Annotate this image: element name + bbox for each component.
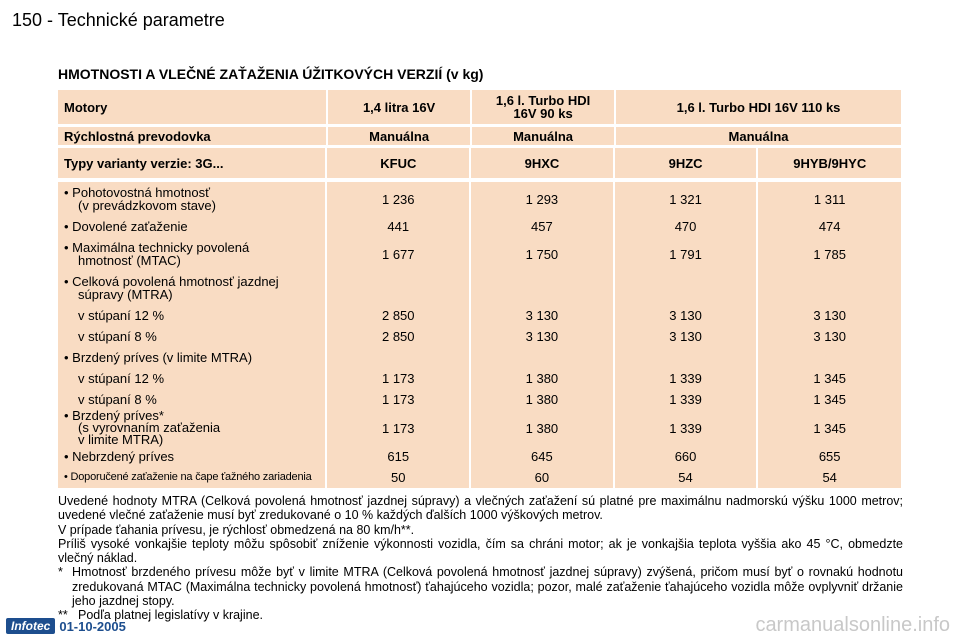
row-label: • Brzdený príves* [64,408,164,423]
table-cell [471,347,613,368]
values-column-9hzc [615,182,757,488]
table-header-line: 16V 90 ks [513,106,573,121]
table-cell: 1 173 [381,392,415,407]
table-cell: 1 339 [669,420,702,436]
table-cell: 54 [822,470,837,485]
table-cell: 474 [818,219,841,234]
weights-table [58,90,901,488]
table-row-label: • Nebrzdený príves [64,449,175,464]
table-cell: 1 173 [381,420,415,436]
row-label: (s vyrovnaním zaťaženia [78,420,221,435]
table-cell: 2 850 [381,308,415,323]
table-cell: 1 321 [669,191,702,207]
table-cell: 3 130 [525,308,559,323]
table-cell: 1 293 [525,191,559,207]
table-header-cell [472,90,614,124]
edition-date: 01-10-2005 [59,618,126,634]
row-label: súpravy (MTRA) [78,287,173,302]
table-cell: 60 [534,470,550,485]
table-cell: 470 [674,219,697,234]
table-row-prevodovka [58,127,901,145]
table-cell: 441 [387,219,410,234]
table-header-cell: 1,6 l. Turbo HDI 16V 110 ks [616,90,901,124]
table-row-label [58,271,325,305]
table-cell [327,271,469,305]
table-cell: 2 850 [381,329,415,344]
table-row-label [58,237,325,271]
table-cell: 1 345 [813,392,846,407]
table-row-label [58,182,325,216]
table-row-label [58,389,325,410]
label-column [58,182,325,488]
footnote-mark: * [58,565,63,580]
table-cell: 3 130 [669,329,702,344]
table-cell: 1 236 [381,191,415,207]
note-paragraph: Uvedené hodnoty MTRA (Celková povolená hmotnosť jazdnej súpravy) a vlečných zaťažení sú platné pre maximálnu nadmorskú výšku 1000 metrov; uvedené vlečné zaťaženie musí byť zredukované o 10 % každých ďalších 1000 výškových metrov. [58,494,903,523]
table-cell [615,347,757,368]
table-header-cell: Manuálna [328,127,470,145]
table-row-label: • Doporučené zaťaženie na čape ťažného zariadenia [64,471,312,483]
table-cell: 50 [391,470,406,485]
table-row-label [58,410,325,446]
table-row-typy [58,148,901,178]
notes-block [58,494,903,623]
table-cell: 457 [531,219,553,234]
table-cell: 54 [678,470,693,485]
values-column-9hyb-9hyc [758,182,901,488]
row-label: • Celková povolená hmotnosť jazdnej [64,274,279,289]
row-label: v stúpaní 12 % [78,371,164,386]
table-cell: 1 750 [525,246,559,262]
note-paragraph: Príliš vysoké vonkajšie teploty môžu spôsobiť zníženie výkonnosti vozidla, čím sa chráni motor; ak je vonkajšia teplota vyššia ako 45 °C, obmedzte vlečný náklad. [58,536,903,566]
row-label: v limite MTRA) [78,432,164,447]
table-cell: 3 130 [813,329,846,344]
table-row-motory [58,90,901,124]
table-cell: 3 130 [669,308,702,323]
table-cell: 655 [818,449,841,464]
table-cell: 1 339 [669,392,702,407]
table-row-label [58,305,325,326]
row-label: v stúpaní 8 % [78,329,157,344]
table-cell [758,271,901,305]
page-header: 150 - Technické parametre [12,10,225,30]
section-title: HMOTNOSTI A VLEČNÉ ZAŤAŽENIA ÚŽITKOVÝCH VERZIÍ (v kg) [58,66,484,82]
table-row-label [58,326,325,347]
row-label: • Maximálna technicky povolená [64,240,250,255]
table-row-label [58,368,325,389]
table-cell [471,271,613,305]
table-header-cell: KFUC [327,148,469,178]
table-cell: 1 677 [381,246,415,262]
table-cell: 1 380 [525,392,559,407]
table-header-line: 1,6 l. Turbo HDI [495,93,591,108]
table-header-cell: Typy varianty verzie: 3G... [58,148,325,178]
row-label: v stúpaní 12 % [78,308,164,323]
row-label: • Pohotovostná hmotnosť [64,185,211,200]
table-cell: 1 173 [381,371,415,386]
table-body [58,182,901,488]
infotec-logo: Infotec [6,618,55,634]
footnote-text: Podľa platnej legislatívy v krajine. [78,608,263,623]
footnote [58,565,903,608]
footnote-text: Hmotnosť brzdeného prívesu môže byť v limite MTRA (Celková povolená hmotnosť jazdnej súpravy) zvýšená, pričom musí byť o rovnakú hodnotu zredukovaná MTAC (Maximálna technicky povolená hmotnosť) ťahajúceho vozidla; pozor, malé zaťaženie ťahajúceho vozidla môže ovplyvniť držanie jeho jazdnej stopy. [72,565,903,609]
table-cell: 1 380 [525,371,559,386]
table-cell: 660 [674,449,697,464]
table-cell [615,271,757,305]
row-label: (v prevádzkovom stave) [78,198,216,213]
table-header-cell: Manuálna [616,127,901,145]
table-cell: 1 311 [813,191,846,207]
table-cell: 3 130 [813,308,846,323]
footnote-mark: ** [58,608,68,623]
table-header-cell: Rýchlostná prevodovka [58,127,326,145]
row-label: v stúpaní 8 % [78,392,157,407]
table-cell: 1 380 [525,420,559,436]
table-cell: 1 345 [813,420,846,436]
table-cell: 645 [531,449,553,464]
table-header-cell: 9HZC [615,148,757,178]
table-row-label: • Brzdený príves (v limite MTRA) [64,350,253,365]
table-cell: 1 345 [813,371,846,386]
table-header-cell: 1,4 litra 16V [328,90,470,124]
table-header-cell: 9HXC [471,148,613,178]
values-column-kfuc [327,182,469,488]
footer [6,618,126,634]
table-cell [758,347,901,368]
table-header-cell: Motory [58,90,326,124]
watermark: carmanualsonline.info [755,614,950,636]
table-cell: 1 785 [813,246,846,262]
table-cell: 3 130 [525,329,559,344]
table-cell [327,347,469,368]
note-paragraph: V prípade ťahania prívesu, je rýchlosť obmedzená na 80 km/h**. [58,522,415,537]
table-header-cell: Manuálna [472,127,614,145]
table-cell: 1 791 [669,246,702,262]
table-cell: 615 [387,449,410,464]
table-header-cell: 9HYB/9HYC [758,148,901,178]
row-label: hmotnosť (MTAC) [78,253,181,268]
table-cell: 1 339 [669,371,702,386]
values-column-9hxc [471,182,613,488]
table-row-label: • Dovolené zaťaženie [64,219,188,234]
